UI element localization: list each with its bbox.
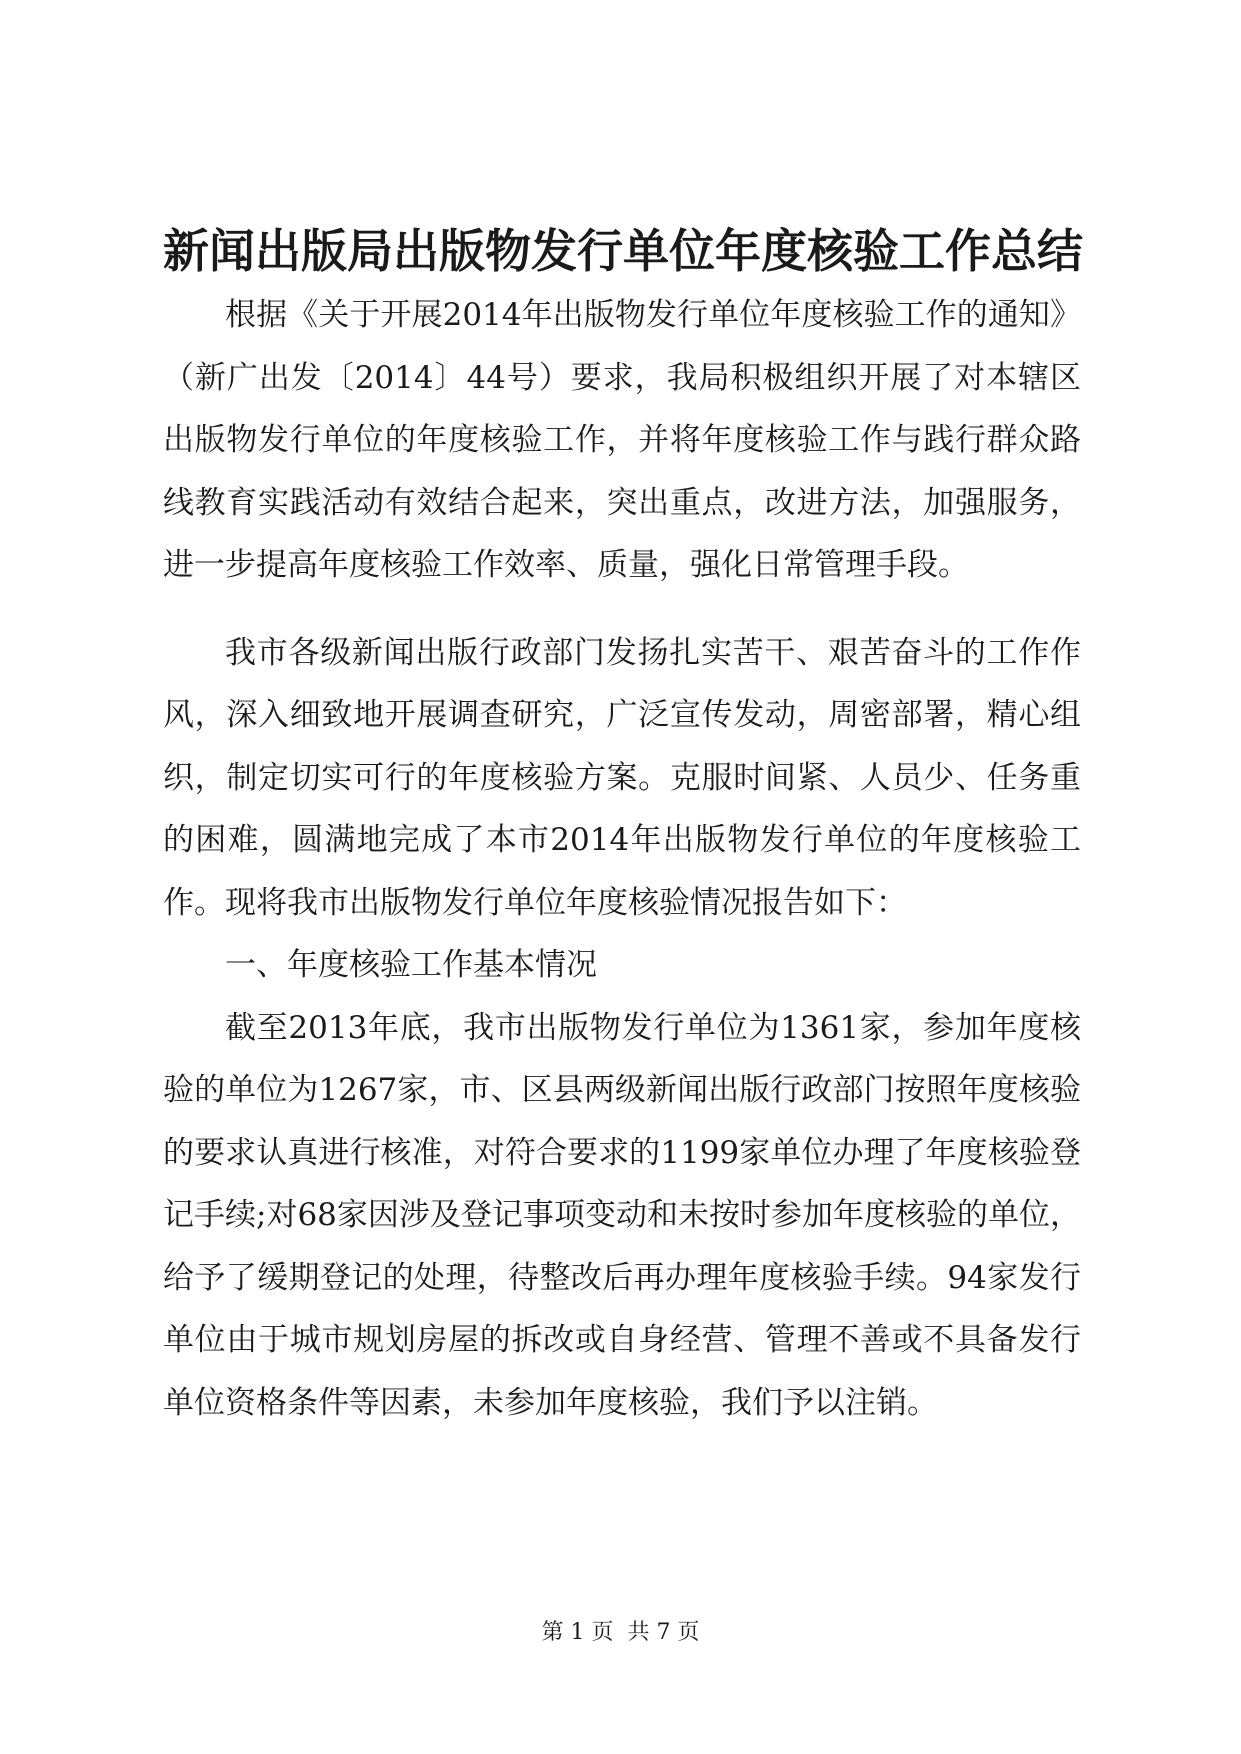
document-title: 新闻出版局出版物发行单位年度核验工作总结 [163,224,1083,278]
paragraph-intro: 根据《关于开展2014年出版物发行单位年度核验工作的通知》（新广出发〔2014〕44号）要求，我局积极组织开展了对本辖区出版物发行单位的年度核验工作，并将年度核验工作与践行群众路线教育实践活动有效结合起来，突出重点，改进方法，加强服务，进一步提高年度核验工作效率、质量，强化日常管理手段。 [163,297,1081,583]
section-heading-basic-situation: 一、年度核验工作基本情况 [225,947,597,983]
document-body [163,284,1081,1434]
page-number: 第 1 页 [541,1620,614,1645]
paragraph-work-style: 我市各级新闻出版行政部门发扬扎实苦干、艰苦奋斗的工作作风，深入细致地开展调查研究，广泛宣传发动，周密部署，精心组织，制定切实可行的年度核验方案。克服时间紧、人员少、任务重的困难，圆满地完成了本市2014年出版物发行单位的年度核验工作。现将我市出版物发行单位年度核验情况报告如下： [163,634,1081,921]
paragraph-statistics: 截至2013年底，我市出版物发行单位为1361家，参加年度核验的单位为1267家，市、区县两级新闻出版行政部门按照年度核验的要求认真进行核准，对符合要求的1199家单位办理了年度核验登记手续;对68家因涉及登记事项变动和未按时参加年度核验的单位，给予了缓期登记的处理，待整改后再办理年度核验手续。94家发行单位由于城市规划房屋的拆改或自身经营、管理不善或不具备发行单位资格条件等因素，未参加年度核验，我们予以注销。 [163,1009,1081,1421]
page-footer [0,1618,1241,1648]
page-total: 共 7 页 [627,1620,700,1645]
